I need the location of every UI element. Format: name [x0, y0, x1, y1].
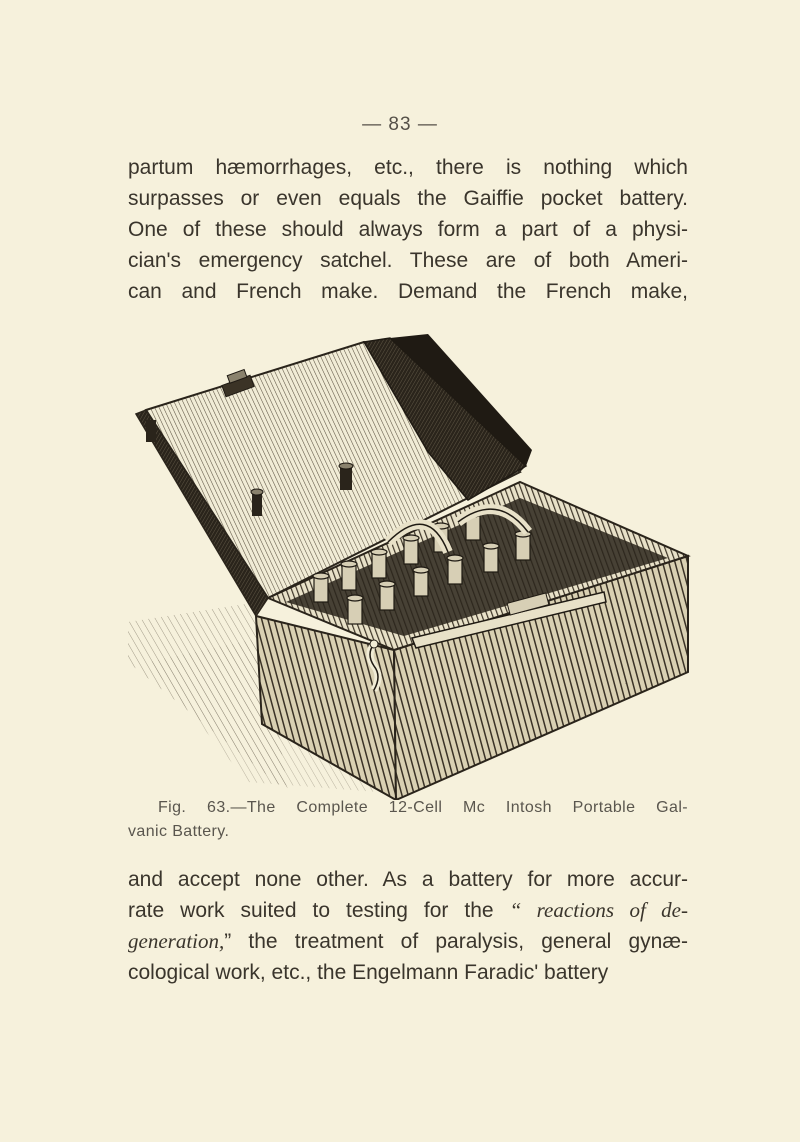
text-fragment: rate work suited to testing for the [128, 899, 494, 922]
text-line: cological work, etc., the Engelmann Faradic' battery [128, 961, 609, 984]
battery-engraving [128, 332, 694, 800]
text-fragment: ” the treatment of paralysis, general gynæ- [224, 930, 688, 953]
text-line: partum hæmorrhages, etc., there is nothing which [128, 156, 688, 179]
page-number: — 83 — [362, 114, 438, 135]
paragraph-bottom [128, 864, 688, 988]
italic-phrase: “ reactions of de- [509, 898, 688, 922]
text-line: and accept none other. As a battery for more accur- [128, 868, 688, 891]
paragraph-top [128, 152, 688, 307]
text-line: can and French make. Demand the French make, [128, 280, 688, 303]
text-line: One of these should always form a part of a physi- [128, 218, 688, 241]
text-line [128, 926, 688, 957]
caption-line: vanic Battery. [128, 823, 230, 840]
figure-caption [128, 796, 688, 844]
text-line: cian's emergency satchel. These are of both Ameri- [128, 249, 688, 272]
battery-box-illustration [128, 332, 694, 800]
caption-line: Fig. 63.—The Complete 12-Cell Mc Intosh Portable Gal- [158, 799, 688, 816]
italic-phrase: generation, [128, 929, 225, 953]
text-line [128, 895, 688, 926]
text-line: surpasses or even equals the Gaiffie pocket battery. [128, 187, 688, 210]
